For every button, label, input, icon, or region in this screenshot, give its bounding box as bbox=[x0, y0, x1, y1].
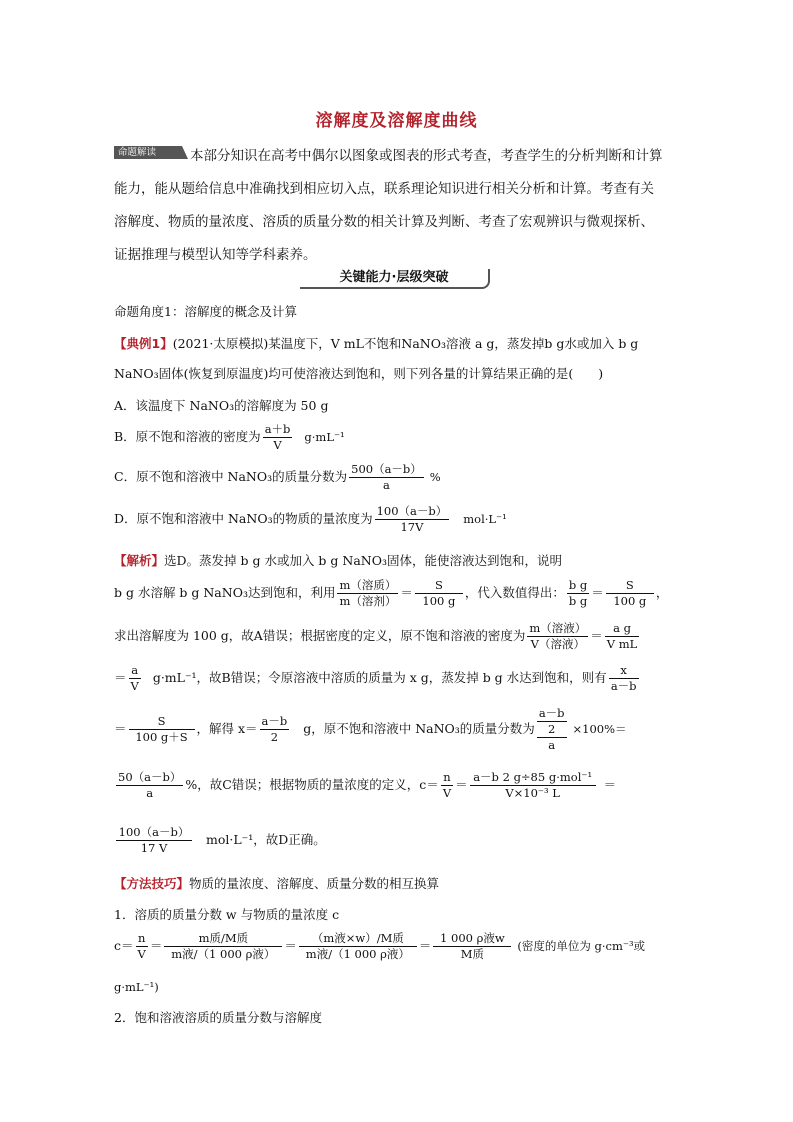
analysis-line-2: b g 水溶解 b g NaNO₃达到饱和，利用 $\frac{\text{m（溶质）}}{\text{m（溶剂）}}$ ＝ $\frac{S}{100 g}$ ，代入数值得出： $\frac{\text{b g}}{\text{b g}}$ ＝ $\frac{S}{100 g}$ ， bbox=[114, 578, 669, 608]
intro-tag: 命题解读 bbox=[114, 146, 182, 159]
analysis-line-4: ＝ $\frac{a}{V}$ g·mL⁻¹，故B错误；令原溶液中溶质的质量为 x g，蒸发掉 b g 水达到饱和，则有 $\frac{x}{a-b}$ bbox=[114, 663, 641, 694]
option-d: D．原不饱和溶液中 NaNO₃的物质的量浓度为 $\frac{100(a-b)}{17V}$ mol·L⁻¹ bbox=[114, 504, 507, 534]
analysis-tag: 【解析】 bbox=[114, 553, 165, 568]
method-note-end: g·mL⁻¹) bbox=[114, 980, 159, 994]
analysis-line-1: 【解析】选D。蒸发掉 b g 水或加入 b g NaNO₃固体，能使溶液达到饱和，说明 bbox=[114, 553, 562, 568]
section-heading: 关键能力·层级突破 bbox=[300, 269, 490, 289]
example-line-2: NaNO₃固体(恢复到原温度)均可使溶液达到饱和，则下列各量的计算结果正确的是( ) bbox=[114, 366, 604, 381]
angle-heading: 命题角度1：溶解度的概念及计算 bbox=[114, 304, 297, 319]
intro-line-2: 能力，能从题给信息中准确找到相应切入点，联系理论知识进行相关分析和计算。考查有关 bbox=[114, 181, 654, 197]
option-c: C．原不饱和溶液中 NaNO₃的质量分数为 $\frac{500(a-b)}{a}$ % bbox=[114, 462, 441, 492]
example-line-1: 【典例1】(2021·太原模拟)某温度下，V mL不饱和NaNO₃溶液 a g，蒸发掉b g水或加入 b g bbox=[114, 336, 639, 351]
option-b: B．原不饱和溶液的密度为 $\frac{a+b}{V}$ g·mL⁻¹ bbox=[114, 422, 345, 452]
analysis-line-5: ＝ $\frac{S}{100 g+S}$ ，解得 x＝ $\frac{a-b}{2}$ g，原不饱和溶液中 NaNO₃的质量分数为 a－b 2 a ×100%＝ bbox=[114, 706, 627, 752]
method-item-2: 2．饱和溶液溶质的质量分数与溶解度 bbox=[114, 1010, 322, 1025]
method-heading: 【方法技巧】物质的量浓度、溶解度、质量分数的相互换算 bbox=[114, 876, 440, 891]
analysis-line-6: $\frac{50(a-b)}{a}$ %，故C错误；根据物质的量浓度的定义，c＝ $\frac{n}{V}$ ＝ $\frac{\text{a－b 2 g÷85 g·mol⁻¹}}{\text{V×10⁻³ L}}$ ＝ bbox=[118, 770, 617, 800]
analysis-line-3: 求出溶解度为 100 g，故A错误；根据密度的定义，原不饱和溶液的密度为 $\frac{\text{m（溶液）}}{\text{V（溶液）}}$ ＝ $\frac{\text{a g}}{\text{V mL}}$ bbox=[114, 621, 638, 651]
analysis-line-7: $\frac{100(a-b)}{17 V}$ mol·L⁻¹，故D正确。 bbox=[114, 825, 326, 856]
intro-line-1: 本部分知识在高考中偶尔以图象或图表的形式考查，考查学生的分析判断和计算 bbox=[190, 148, 663, 164]
example-tag: 【典例1】 bbox=[114, 336, 173, 351]
method-item-1: 1．溶质的质量分数 w 与物质的量浓度 c bbox=[114, 907, 340, 922]
method-tag: 【方法技巧】 bbox=[114, 876, 190, 891]
intro-line-3: 溶解度、物质的量浓度、溶质的质量分数的相关计算及判断、考查了宏观辨识与微观探析、 bbox=[114, 214, 654, 230]
method-formula: c＝ $\frac{n}{V}$ ＝ $\frac{\text{m质/M质}}{\text{m液/（1 000 ρ液）}}$ ＝ $\frac{\text{（m液×w）/M质}}{\text{m液/（1 000 ρ液）}}$ ＝ $\frac{\text{1 000 ρ液w}}{\text{M质}}$ (密度的单位为 g·cm⁻³或 bbox=[114, 931, 646, 961]
intro-line-4: 证据推理与模型认知等学科素养。 bbox=[114, 247, 317, 263]
option-a: A．该温度下 NaNO₃的溶解度为 50 g bbox=[114, 398, 329, 413]
page-title: 溶解度及溶解度曲线 bbox=[315, 111, 478, 131]
